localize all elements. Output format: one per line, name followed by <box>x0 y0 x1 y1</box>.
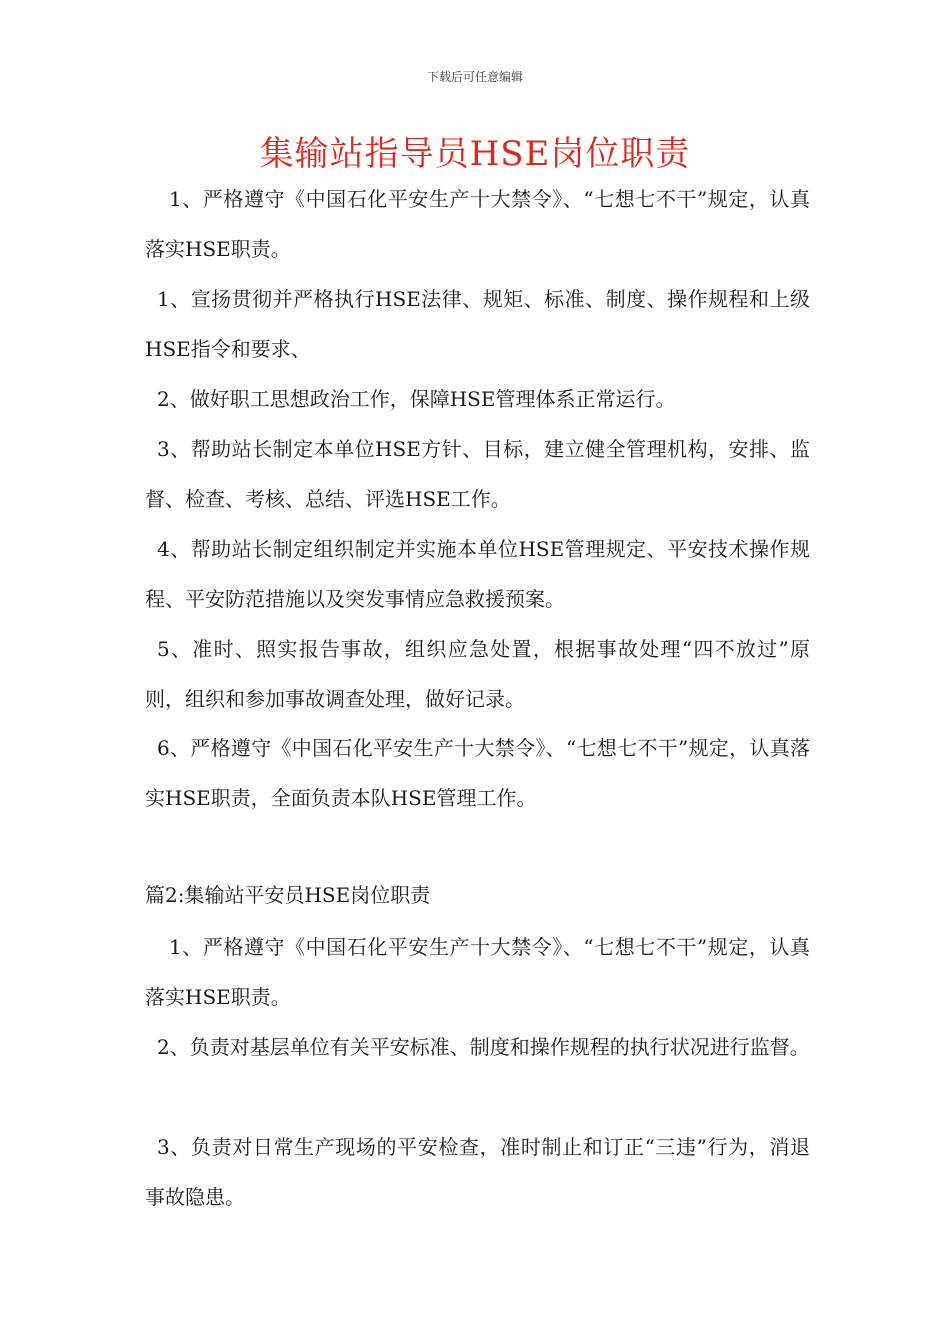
paragraph-s2-3: 3、负责对日常生产现场的平安检查，准时制止和订正“三违”行为，消退事故隐患。 <box>145 1135 810 1209</box>
paragraph-s1-3: 2、做好职工思想政治工作，保障HSE管理体系正常运行。 <box>157 387 676 411</box>
paragraph-s1-5: 4、帮助站长制定组织制定并实施本单位HSE管理规定、平安技术操作规程、平安防范措施以及突发事情应急救援预案。 <box>145 537 810 611</box>
paragraph-s2-1: 1、严格遵守《中国石化平安生产十大禁令》、“七想七不干”规定，认真落实HSE职责。 <box>145 935 810 1009</box>
document-title: 集输站指导员HSE岗位职责 <box>259 134 691 174</box>
paragraph-s2-2: 2、负责对基层单位有关平安标准、制度和操作规程的执行状况进行监督。 <box>157 1035 810 1059</box>
section-heading: 篇2:集输站平安员HSE岗位职责 <box>145 883 431 907</box>
paragraph-s1-7: 6、严格遵守《中国石化平安生产十大禁令》、“七想七不干”规定，认真落实HSE职责，全面负责本队HSE管理工作。 <box>145 736 810 810</box>
paragraph-s1-4: 3、帮助站长制定本单位HSE方针、目标，建立健全管理机构，安排、监督、检查、考核、总结、评选HSE工作。 <box>145 437 810 511</box>
paragraph-s1-6: 5、准时、照实报告事故，组织应急处置，根据事故处理“四不放过”原则，组织和参加事故调查处理，做好记录。 <box>145 637 810 711</box>
paragraph-s1-1: 1、严格遵守《中国石化平安生产十大禁令》、“七想七不干”规定，认真落实HSE职责。 <box>145 187 810 261</box>
paragraph-s1-2: 1、宣扬贯彻并严格执行HSE法律、规矩、标准、制度、操作规程和上级HSE指令和要求、 <box>145 287 810 361</box>
header-note: 下载后可任意编辑 <box>426 70 523 84</box>
